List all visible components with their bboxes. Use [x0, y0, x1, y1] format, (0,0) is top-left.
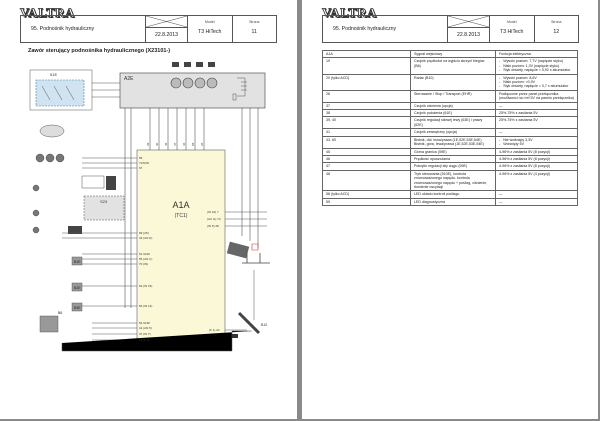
pin-cell: 45: [323, 148, 411, 155]
signal-cell: Czujnik ciśnienia (opcja): [411, 102, 496, 109]
table-row: [323, 58, 578, 74]
cross-box: [146, 16, 187, 28]
table-row: [323, 148, 578, 155]
svg-text:56 (IN 13): 56 (IN 13): [139, 304, 153, 308]
function-cell: 4-96% z zasilania 5V (8 pozycji): [496, 163, 578, 170]
signal-cell: Czujnik położenia (61E): [411, 110, 496, 117]
signal-cell: Czujnik prędkości na wyjściu skrzyni biegów (B6): [411, 58, 496, 74]
table-row: [323, 102, 578, 109]
svg-text:52 GND: 52 GND: [139, 321, 150, 325]
cross-box: [448, 16, 489, 28]
svg-text:46: 46: [182, 142, 186, 146]
function-cell: —: [496, 102, 578, 109]
svg-text:B10: B10: [261, 323, 268, 327]
svg-text:51E: 51E: [50, 72, 58, 77]
pin-cell: 43, 60: [323, 136, 411, 148]
svg-text:B1E: B1E: [74, 260, 81, 264]
model-label: Model: [506, 20, 517, 24]
date-box: [448, 16, 490, 42]
svg-text:(IN 5) 28: (IN 5) 28: [207, 224, 219, 228]
svg-text:(IN 10) 7: (IN 10) 7: [207, 210, 219, 214]
page-label: Strona: [551, 20, 562, 24]
signal-cell: Górna granica (59E): [411, 148, 496, 155]
table-header-row: [323, 51, 578, 58]
model-cell: [188, 16, 233, 42]
signal-cell: LED diagnostyczna: [411, 198, 496, 205]
signal-cell: Sterowanie / Stop / Transport (EHR): [411, 90, 496, 102]
doc-date: 22.8.2013: [456, 32, 481, 38]
function-cell: —: [496, 191, 578, 198]
function-item: - Wysoki poziom: 7,7V (napięcie styku): [499, 59, 574, 63]
function-cell: —: [496, 198, 578, 205]
pin-cell: 58 (tylko ACD): [323, 191, 411, 198]
svg-text:45: 45: [164, 142, 168, 146]
page-left: [0, 0, 297, 419]
svg-text:63 (IN 15): 63 (IN 15): [139, 284, 153, 288]
function-cell: —: [496, 129, 578, 136]
date-box: [146, 16, 188, 42]
pin-cell: 19: [323, 58, 411, 74]
svg-text:55: 55: [139, 156, 143, 160]
page-cell: [535, 16, 579, 42]
pin-cell: 37: [323, 102, 411, 109]
page-cell: [233, 16, 277, 42]
signal-cell: Radar (B10): [411, 74, 496, 90]
function-item: - Styk otwarty, napięcie ≈ 0,7 x akumulator: [499, 84, 574, 88]
function-cell: [496, 74, 578, 90]
function-cell: 25%-75% z zasilania 5V: [496, 117, 578, 129]
svg-text:S23: S23: [100, 199, 108, 204]
svg-text:(AU G) 73: (AU G) 73: [207, 217, 221, 221]
function-item: - Niski poziom: <0,9V: [499, 80, 574, 84]
page-header: [20, 15, 277, 43]
model-value: T3 HiTech: [500, 29, 524, 35]
column-header: Sygnał wejściowy: [411, 51, 496, 58]
pin-cell: 59: [323, 198, 411, 205]
column-header: A1A: [323, 51, 411, 58]
function-cell: [496, 58, 578, 74]
page-right: [302, 0, 598, 419]
svg-text:40: 40: [155, 142, 159, 146]
svg-text:39: 39: [146, 142, 150, 146]
svg-text:(TC1): (TC1): [174, 213, 188, 219]
panel-label: A2E: [124, 76, 134, 82]
svg-text:67: 67: [139, 166, 143, 170]
diagram-title: Zawór sterujący podnośnika hydraulicznego (X23101-): [28, 48, 171, 54]
column-header: Funkcja elektryczna: [496, 51, 578, 58]
table-row: [323, 74, 578, 90]
wiring-diagram: [22, 58, 277, 358]
page-number: 11: [251, 29, 257, 35]
function-cell: 4-96% z zasilania 5V (8 pozycji): [496, 148, 578, 155]
function-item: - Styk otwarty, napięcie ≈ 0,92 x akumulator: [499, 68, 574, 72]
svg-text:55 (AN C): 55 (AN C): [139, 257, 153, 261]
signal-table: [322, 50, 578, 206]
model-cell: [490, 16, 535, 42]
signal-cell: Czujnik regulacji siłowej lewy (63E) i prawy (62E): [411, 117, 496, 129]
model-value: T3 HiTech: [198, 29, 222, 35]
svg-text:B2E: B2E: [74, 286, 81, 290]
table-body: [323, 58, 578, 206]
table-row: [323, 110, 578, 117]
doc-date: 22.8.2013: [154, 32, 179, 38]
table-row: [323, 170, 578, 191]
section-title: 95. Podnośnik hydrauliczny: [21, 16, 146, 42]
pin-cell: 20 (tylko ACD): [323, 74, 411, 90]
svg-text:B6: B6: [58, 311, 63, 315]
signal-cell: LED układu kontroli poślizgu: [411, 191, 496, 198]
function-item: - Wysoki poziom: 8,6V: [499, 76, 574, 80]
pin-cell: 39, 40: [323, 117, 411, 129]
pin-cell: 48: [323, 170, 411, 191]
pin-cell: 26: [323, 90, 411, 102]
signal-cell: Tryb sterowania (510E), kontrola zrównoważonego napędu, kontrola zrównoważonego napędu + poślizg, ciśnienie, tłumienie oscylacji: [411, 170, 496, 191]
function-cell: 4-96% z zasilania 5V (8 pozycji): [496, 155, 578, 162]
page-number: 12: [553, 29, 560, 35]
signal-cell: Prędkość opuszczania: [411, 155, 496, 162]
svg-text:41 (AN 5): 41 (AN 5): [139, 326, 152, 330]
table-row: [323, 136, 578, 148]
valtra-logo: VALTRA: [20, 5, 76, 20]
svg-text:43 (AN D): 43 (AN D): [139, 236, 153, 240]
function-cell: 4-96% z zasilania 5V (4 pozycji): [496, 170, 578, 191]
ecu-label: A1A: [172, 200, 190, 210]
model-label: Model: [204, 20, 215, 24]
table-row: [323, 198, 578, 205]
function-item: - Wciśnięty 5V: [499, 142, 574, 146]
valtra-logo: VALTRA: [322, 5, 378, 20]
function-cell: Podłączone przez panel przełącznika (możliwości na i ref 5V na panelu przełącznika): [496, 90, 578, 102]
pin-cell: 41: [323, 129, 411, 136]
signal-cell: Czujnik zewnętrzny (opcja): [411, 129, 496, 136]
svg-text:(F 1) 22: (F 1) 22: [209, 328, 220, 332]
svg-text:37 (IN T): 37 (IN T): [139, 332, 151, 336]
svg-text:B3E: B3E: [74, 306, 81, 310]
svg-text:26: 26: [200, 142, 204, 146]
function-item: - Niski poziom: 1,3V (napięcie styku): [499, 64, 574, 68]
svg-text:58: 58: [191, 142, 195, 146]
signal-cell: Bistnik, dół, lewa/prawa (1E,52E,53E,54E) Bistnik, góra, lewa/prawa (1E,52E,53E,54E): [411, 136, 496, 148]
table-row: [323, 90, 578, 102]
pin-cell: 38: [323, 110, 411, 117]
svg-text:69 (A5): 69 (A5): [139, 231, 149, 235]
table-row: [323, 191, 578, 198]
pin-cell: 46: [323, 155, 411, 162]
pin-cell: 47: [323, 163, 411, 170]
svg-text:18 (F 6): 18 (F 6): [139, 338, 150, 342]
svg-text:47: 47: [173, 142, 177, 146]
table-row: [323, 129, 578, 136]
table-row: [323, 117, 578, 129]
function-item: - Nie wciśnięty 3,3V: [499, 138, 574, 142]
page-label: Strona: [249, 20, 260, 24]
svg-text:71/N/W: 71/N/W: [139, 161, 150, 165]
svg-text:51 GND: 51 GND: [139, 252, 150, 256]
signal-cell: Pokrętło regulacji siły ciągu (59E): [411, 163, 496, 170]
table-row: [323, 163, 578, 170]
function-cell: [496, 136, 578, 148]
table-row: [323, 155, 578, 162]
function-cell: 25%-75% z zasilania 5V: [496, 110, 578, 117]
page-header: [322, 15, 579, 43]
section-title: 95. Podnośnik hydrauliczny: [323, 16, 448, 42]
svg-text:70 (IN): 70 (IN): [139, 262, 149, 266]
